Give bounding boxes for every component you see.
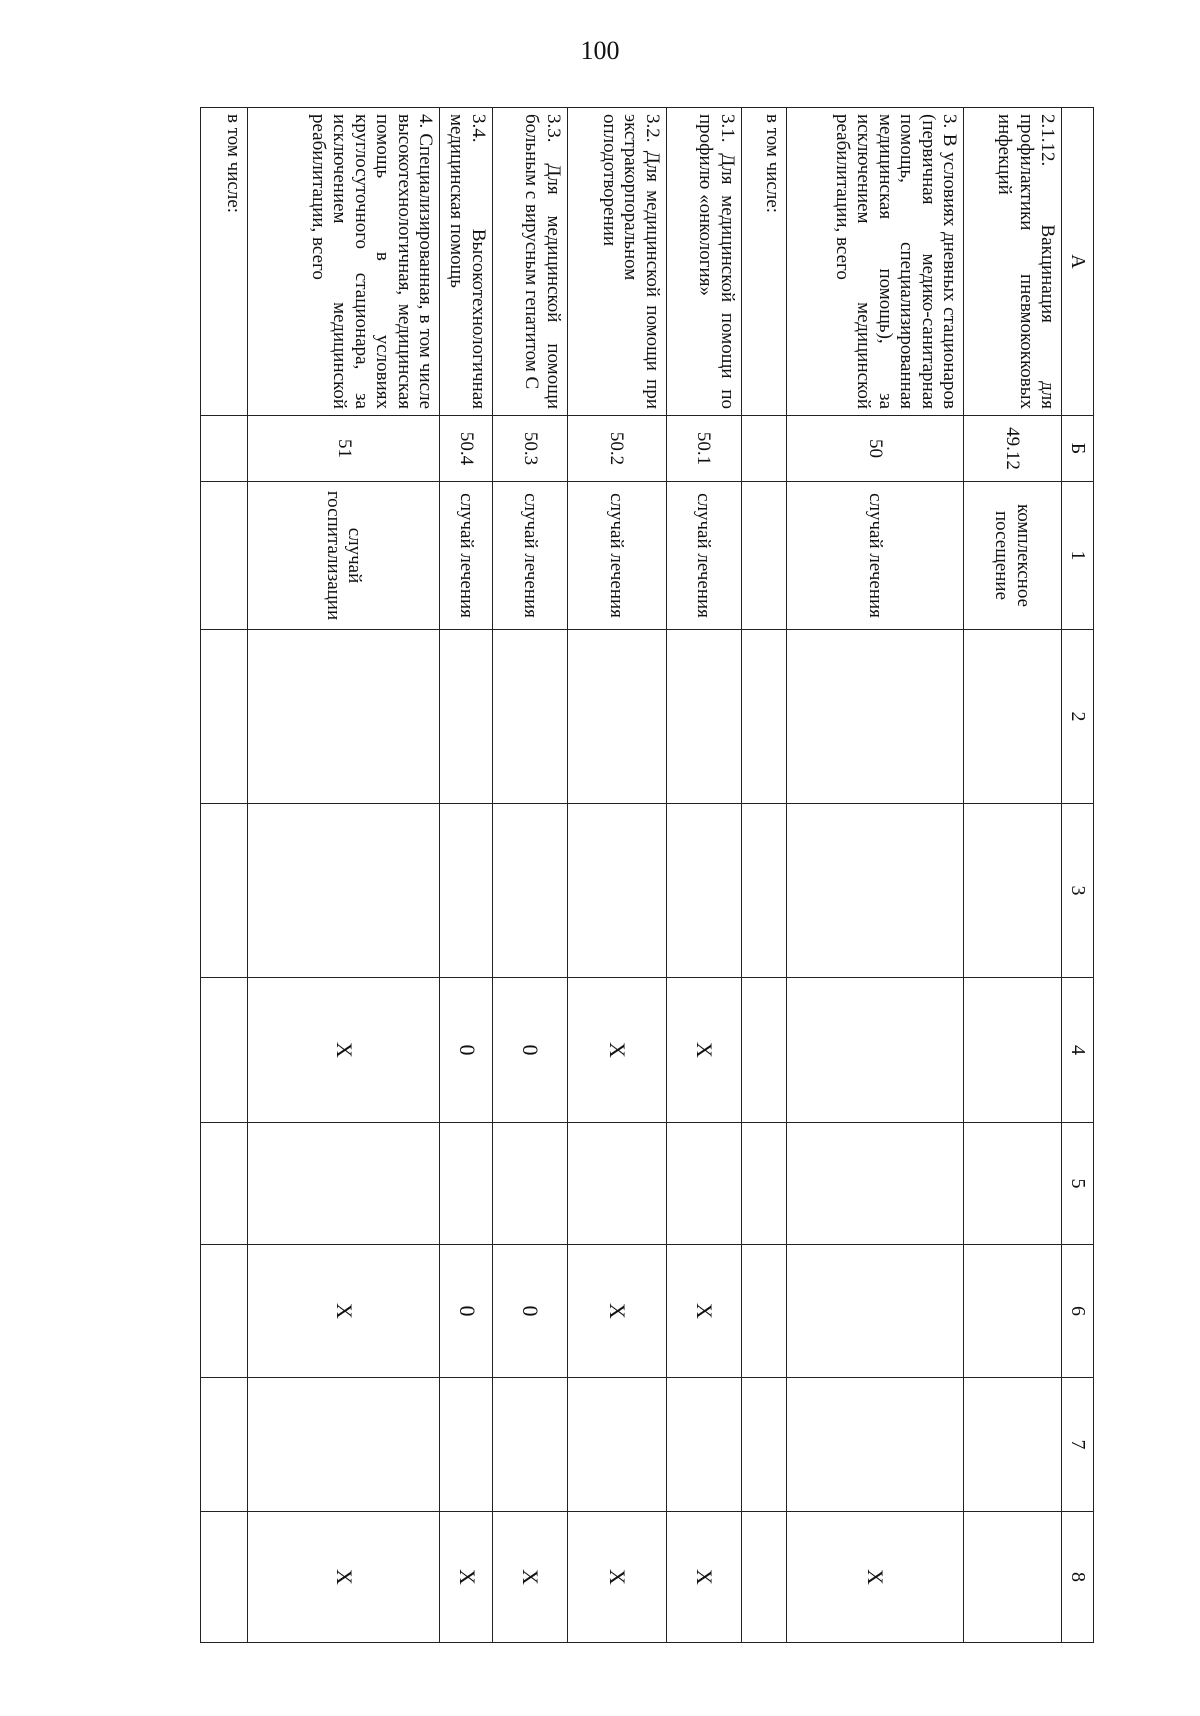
table-row (786, 108, 963, 1643)
row-description: 3.4. Высокотехнологичная медицинская помощь (440, 108, 493, 416)
value-cell (492, 1378, 567, 1512)
value-cell (567, 630, 666, 804)
table-row (440, 108, 493, 1643)
row-code: 50.1 (666, 416, 741, 482)
header-cell: 3 (1062, 804, 1094, 978)
value-cell (201, 1512, 248, 1643)
row-unit: случай лечения (567, 482, 666, 630)
value-cell (440, 804, 493, 978)
value-cell: 0 (440, 1245, 493, 1378)
value-cell (786, 1123, 963, 1245)
value-cell (741, 1512, 786, 1643)
table-row (201, 108, 248, 1643)
row-description: 4. Специализированная, в том числе высокотехнологичная, медицинская помощь в условиях круглосуточного стационара, за исключением медицинской реабилитации, всего (248, 108, 440, 416)
row-description: 3.3. Для медицинской помощи больным с вирусным гепатитом С (492, 108, 567, 416)
value-cell (666, 804, 741, 978)
value-cell (567, 1378, 666, 1512)
row-code: 51 (248, 416, 440, 482)
header-row (1062, 108, 1094, 1643)
row-unit: комплексное посещение (963, 482, 1061, 630)
row-code: 50.4 (440, 416, 493, 482)
header-cell: 5 (1062, 1123, 1094, 1245)
value-cell (786, 1378, 963, 1512)
value-cell (963, 1512, 1061, 1643)
table-row (741, 108, 786, 1643)
row-description: 2.1.12. Вакцинация для профилактики пневмококковых инфекций (963, 108, 1061, 416)
value-cell (666, 1123, 741, 1245)
row-code (201, 416, 248, 482)
value-cell (492, 630, 567, 804)
data-table (200, 107, 1094, 1643)
header-cell: 6 (1062, 1245, 1094, 1378)
row-description: 3. В условиях дневных стационаров (первичная медико-санитарная помощь, специализированная медицинская помощь), за исключением медицинской реабилитации, всего (786, 108, 963, 416)
value-cell: Х (666, 1245, 741, 1378)
value-cell: 0 (440, 978, 493, 1123)
value-cell (963, 978, 1061, 1123)
value-cell (786, 804, 963, 978)
row-code: 50.3 (492, 416, 567, 482)
value-cell (786, 1245, 963, 1378)
value-cell: Х (492, 1512, 567, 1643)
header-cell: 2 (1062, 630, 1094, 804)
value-cell: Х (567, 1245, 666, 1378)
value-cell (567, 1123, 666, 1245)
value-cell (201, 978, 248, 1123)
value-cell (248, 630, 440, 804)
value-cell (741, 1245, 786, 1378)
table-row (492, 108, 567, 1643)
row-description: 3.1. Для медицинской помощи по профилю «онкология» (666, 108, 741, 416)
value-cell (741, 1123, 786, 1245)
value-cell (567, 804, 666, 978)
value-cell (963, 630, 1061, 804)
header-cell: Б (1062, 416, 1094, 482)
row-unit: случай госпитализации (248, 482, 440, 630)
value-cell: Х (567, 978, 666, 1123)
row-code: 50 (786, 416, 963, 482)
table-body (201, 108, 1062, 1643)
row-description: в том числе: (201, 108, 248, 416)
table-row (963, 108, 1061, 1643)
value-cell: Х (786, 1512, 963, 1643)
row-code: 50.2 (567, 416, 666, 482)
value-cell (666, 1378, 741, 1512)
value-cell (201, 1245, 248, 1378)
value-cell (741, 630, 786, 804)
value-cell (440, 630, 493, 804)
value-cell: Х (248, 978, 440, 1123)
table-row (248, 108, 440, 1643)
value-cell: Х (248, 1512, 440, 1643)
value-cell (786, 978, 963, 1123)
value-cell (201, 1378, 248, 1512)
value-cell (666, 630, 741, 804)
page-number: 100 (580, 36, 620, 65)
value-cell: 0 (492, 978, 567, 1123)
value-cell (440, 1378, 493, 1512)
row-description: 3.2. Для медицинской помощи при экстракорпоральном оплодотворении (567, 108, 666, 416)
rotated-table-container (200, 107, 1094, 1642)
value-cell (492, 804, 567, 978)
row-unit: случай лечения (440, 482, 493, 630)
value-cell: Х (567, 1512, 666, 1643)
value-cell (963, 1123, 1061, 1245)
header-cell: А (1062, 108, 1094, 416)
header-cell: 4 (1062, 978, 1094, 1123)
table-row (666, 108, 741, 1643)
value-cell (786, 630, 963, 804)
table-row (567, 108, 666, 1643)
value-cell (741, 978, 786, 1123)
value-cell (963, 804, 1061, 978)
row-code: 49.12 (963, 416, 1061, 482)
value-cell: Х (440, 1512, 493, 1643)
value-cell (201, 804, 248, 978)
row-unit: случай лечения (492, 482, 567, 630)
value-cell (963, 1378, 1061, 1512)
value-cell: 0 (492, 1245, 567, 1378)
row-unit: случай лечения (786, 482, 963, 630)
value-cell: Х (666, 1512, 741, 1643)
row-code (741, 416, 786, 482)
value-cell (741, 804, 786, 978)
row-unit (741, 482, 786, 630)
value-cell (440, 1123, 493, 1245)
header-cell: 8 (1062, 1512, 1094, 1643)
value-cell: Х (248, 1245, 440, 1378)
row-description: в том числе: (741, 108, 786, 416)
row-unit: случай лечения (666, 482, 741, 630)
value-cell (248, 1378, 440, 1512)
value-cell (248, 1123, 440, 1245)
value-cell (741, 1378, 786, 1512)
value-cell (201, 630, 248, 804)
header-cell: 1 (1062, 482, 1094, 630)
value-cell: Х (666, 978, 741, 1123)
value-cell (492, 1123, 567, 1245)
header-cell: 7 (1062, 1378, 1094, 1512)
value-cell (963, 1245, 1061, 1378)
value-cell (201, 1123, 248, 1245)
value-cell (248, 804, 440, 978)
row-unit (201, 482, 248, 630)
